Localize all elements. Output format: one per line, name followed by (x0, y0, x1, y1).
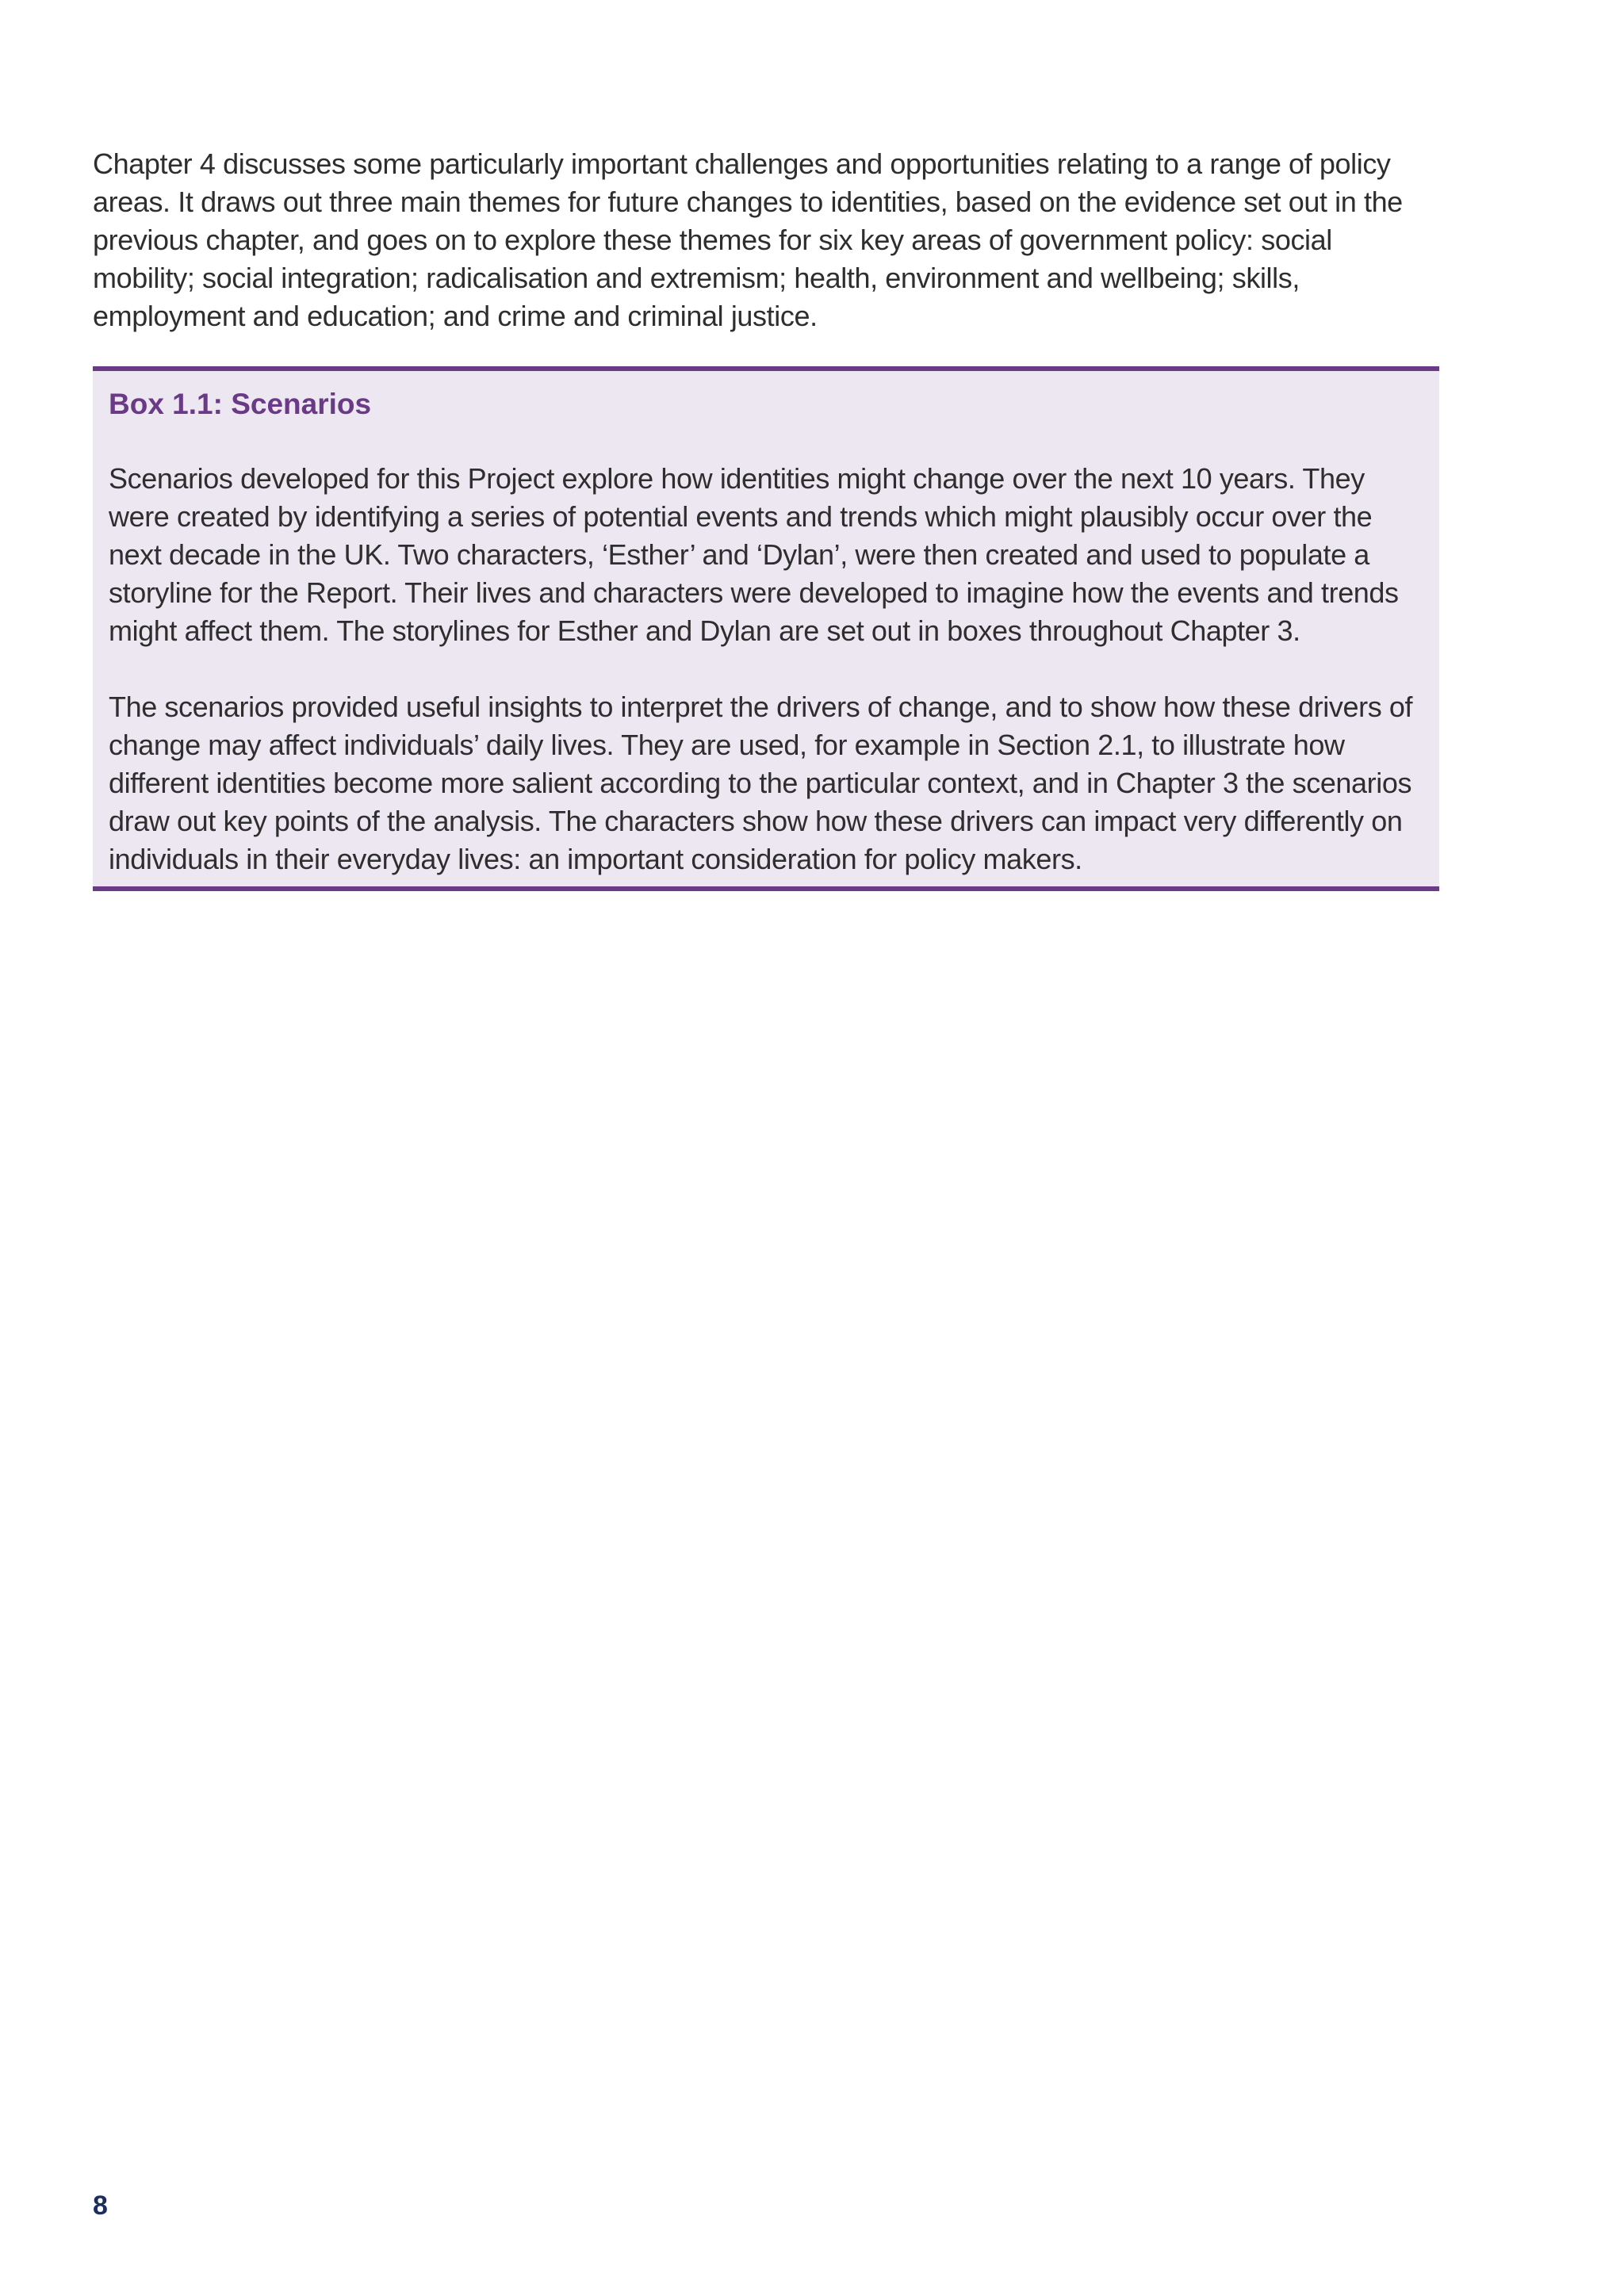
intro-paragraph: Chapter 4 discusses some particularly important challenges and opportunities relating to a range of policy areas. It draws out three main themes for future changes to identities, based on the evidence set out in the previous chapter, and goes on to explore these themes for six key areas of government policy: social mobility; social integration; radicalisation and extremism; health, environment and wellbeing; skills, employment and education; and crime and criminal justice. (93, 147, 1403, 332)
scenarios-box (93, 366, 1439, 891)
box-paragraph: Scenarios developed for this Project explore how identities might change over the next 10 years. They were created by identifying a series of potential events and trends which might plausibly occur over the next decade in the UK. Two characters, ‘Esther’ and ‘Dylan’, were then created and used to populate a storyline for the Report. Their lives and characters were developed to imagine how the events and trends might affect them. The storylines for Esther and Dylan are set out in boxes throughout Chapter 3. (109, 462, 1399, 647)
box-title: Box 1.1: Scenarios (109, 388, 372, 420)
page-number: 8 (93, 2191, 108, 2221)
box-paragraph: The scenarios provided useful insights to interpret the drivers of change, and to show how these drivers of change may affect individuals’ daily lives. They are used, for example in Section 2.1, to illustrate how different identities become more salient according to the particular context, and in Chapter 3 the scenarios draw out key points of the analysis. The characters show how these drivers can impact very differently on individuals in their everyday lives: an important consideration for policy makers. (109, 691, 1413, 875)
